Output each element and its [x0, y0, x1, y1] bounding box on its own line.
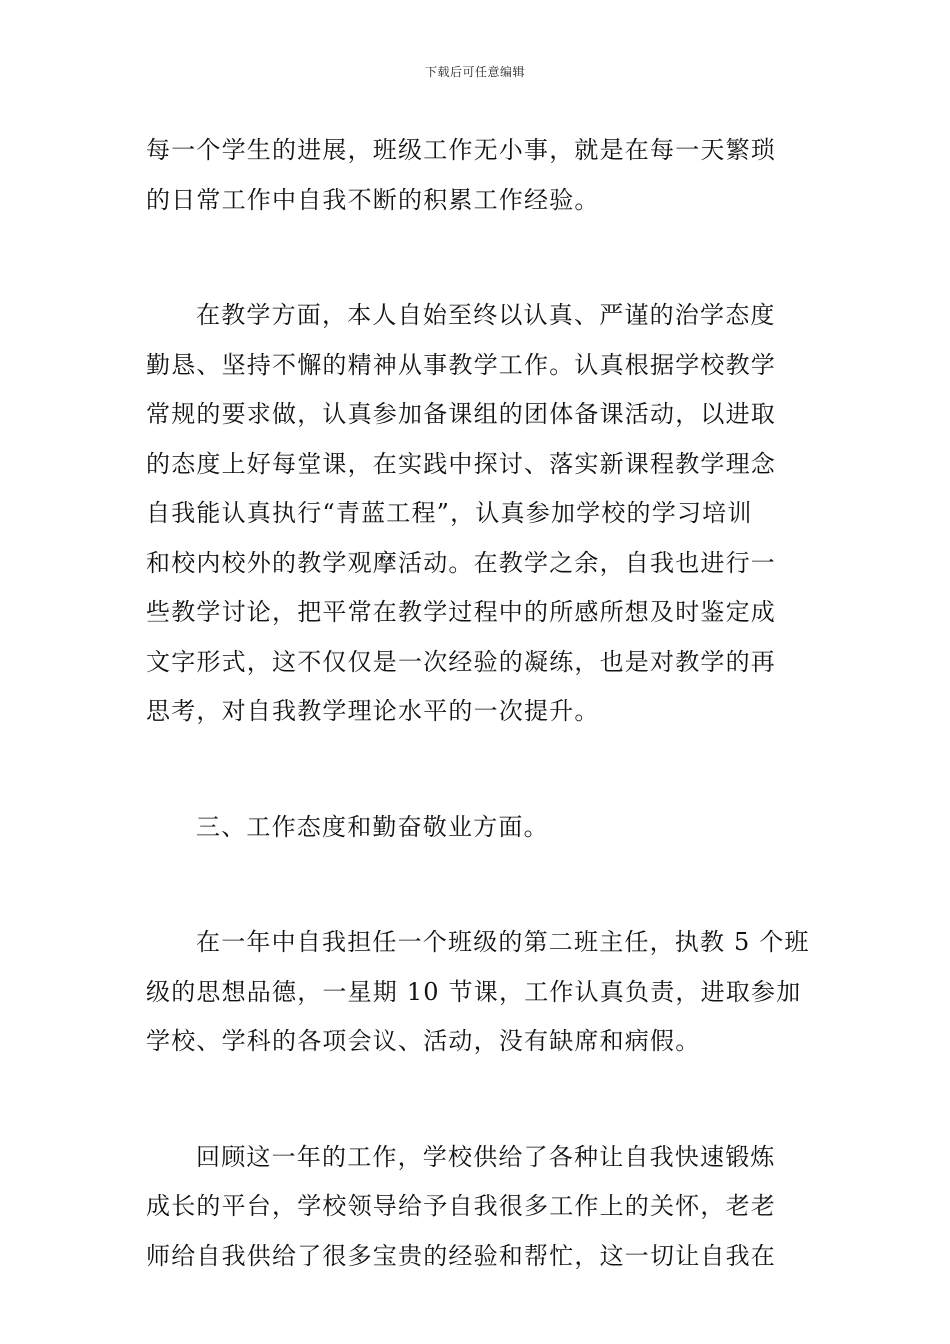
text-line: 思考，对自我教学理论水平的一次提升。: [146, 697, 600, 725]
document-body: [146, 126, 810, 1281]
text-line: 回顾这一年的工作，学校供给了各种让自我快速锻炼: [196, 1142, 776, 1171]
text-line: 和校内校外的教学观摩活动。在教学之余，自我也进行一: [146, 548, 776, 577]
page-header: 下载后可任意编辑: [424, 65, 525, 79]
text-line: 勤恳、坚持不懈的精神从事教学工作。认真根据学校教学: [146, 350, 776, 379]
text-line: 文字形式，这不仅仅是一次经验的凝练，也是对教学的再: [146, 647, 776, 676]
text-line: 成长的平台，学校领导给予自我很多工作上的关怀，老老: [146, 1192, 776, 1220]
text-line: 的日常工作中自我不断的积累工作经验。: [146, 185, 600, 214]
text-line: 学校、学科的各项会议、活动，没有缺席和病假。: [146, 1027, 701, 1055]
text-line: 的态度上好每堂课，在实践中探讨、落实新课程教学理念: [146, 449, 776, 478]
paragraph-attitude: [146, 918, 810, 1067]
paragraph-class-work: [146, 126, 810, 225]
text-line: 自我能认真执行“青蓝工程”，认真参加学校的学习培训: [146, 499, 753, 527]
text-line: 在一年中自我担任一个班级的第二班主任，执教 5 个班: [196, 928, 810, 956]
text-line: 些教学讨论，把平常在教学过程中的所感所想及时鉴定成: [146, 598, 776, 626]
text-line: 师给自我供给了很多宝贵的经验和帮忙，这一切让自我在: [146, 1241, 776, 1270]
heading-line: 三、工作态度和勤奋敬业方面。: [196, 812, 549, 841]
section-heading: [146, 803, 810, 853]
text-line: 在教学方面，本人自始至终以认真、严谨的治学态度: [196, 301, 776, 329]
text-line: 级的思想品德，一星期 10 节课，工作认真负责，进取参加: [146, 977, 802, 1006]
paragraph-review: [146, 1133, 810, 1282]
text-line: 每一个学生的进展，班级工作无小事，就是在每一天繁琐: [146, 136, 776, 164]
text-line: 常规的要求做，认真参加备课组的团体备课活动，以进取: [146, 400, 776, 428]
paragraph-teaching: [146, 291, 810, 737]
